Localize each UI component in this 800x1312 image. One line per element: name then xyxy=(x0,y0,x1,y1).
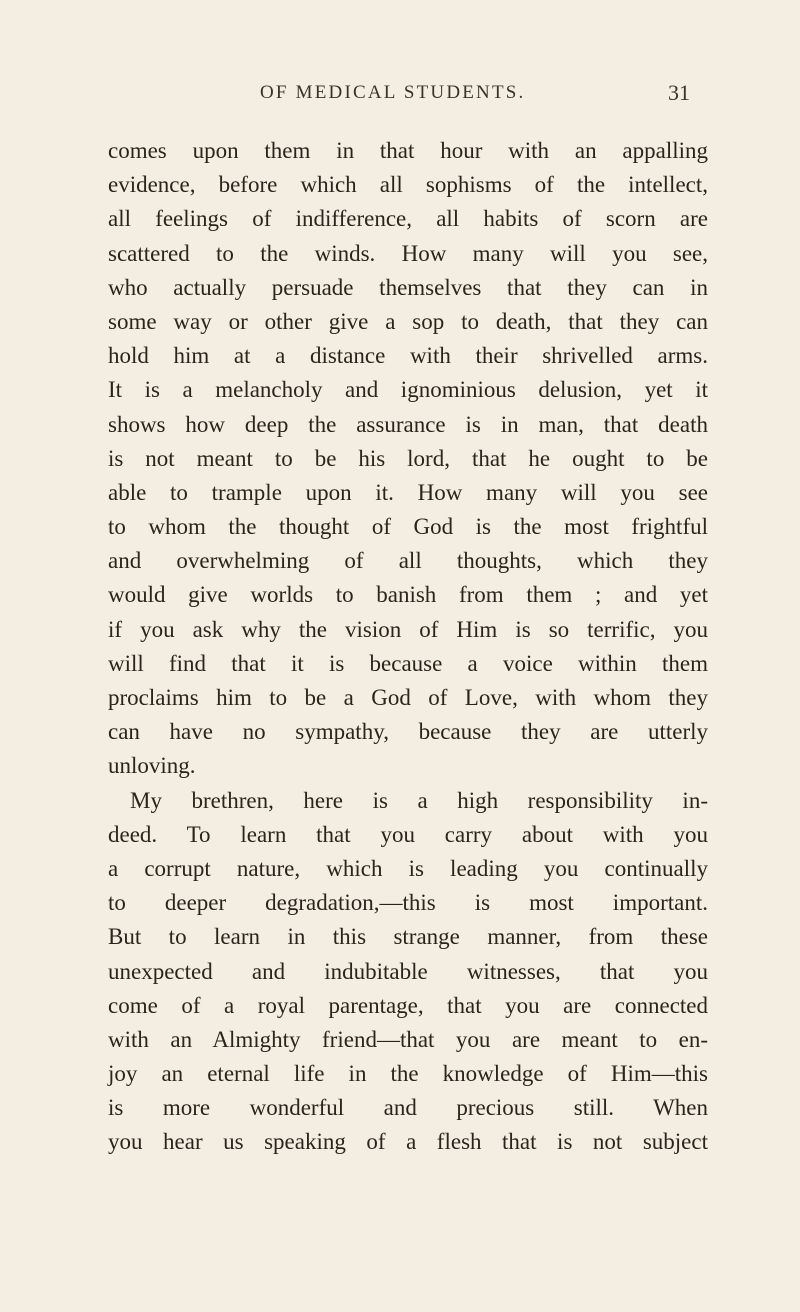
text-line: a corrupt nature, which is leading you continually xyxy=(108,855,708,881)
text-line: would give worlds to banish from them ; and yet xyxy=(108,582,708,608)
text-line: and overwhelming of all thoughts, which they xyxy=(108,548,708,574)
text-line: scattered to the winds. How many will you see, xyxy=(108,240,708,266)
text-line: proclaims him to be a God of Love, with whom they xyxy=(108,685,708,710)
text-line: come of a royal parentage, that you are connected xyxy=(108,992,708,1018)
running-head: OF MEDICAL STUDENTS. xyxy=(260,82,526,103)
text-line: It is a melancholy and ignominious delusion, yet it xyxy=(108,377,708,403)
text-line: joy an eternal life in the knowledge of Him—this xyxy=(108,1061,708,1087)
text-line: you hear us speaking of a flesh that is not subject xyxy=(108,1129,708,1155)
body-text xyxy=(108,134,708,1160)
text-line: My brethren, here is a high responsibility in- xyxy=(130,787,708,813)
text-line: comes upon them in that hour with an appalling xyxy=(108,138,708,163)
text-line: shows how deep the assurance is in man, that death xyxy=(108,411,708,437)
text-line: to deeper degradation,—this is most important. xyxy=(108,890,708,916)
text-line: able to trample upon it. How many will you see xyxy=(108,479,708,505)
text-line: unexpected and indubitable witnesses, that you xyxy=(108,958,708,984)
text-line: who actually persuade themselves that they can in xyxy=(108,274,708,300)
page-number: 31 xyxy=(668,80,690,105)
text-line: all feelings of indifference, all habits of scorn are xyxy=(108,206,708,232)
text-line: unloving. xyxy=(108,753,196,779)
text-line: to whom the thought of God is the most frightful xyxy=(108,514,708,540)
text-line: deed. To learn that you carry about with you xyxy=(108,821,708,847)
page-header xyxy=(108,82,708,112)
text-line: can have no sympathy, because they are utterly xyxy=(108,719,708,745)
text-line: But to learn in this strange manner, from these xyxy=(108,924,708,950)
text-line: is not meant to be his lord, that he ought to be xyxy=(108,445,708,471)
text-line: is more wonderful and precious still. When xyxy=(108,1095,708,1121)
text-line: with an Almighty friend—that you are meant to en- xyxy=(108,1026,708,1052)
text-line: some way or other give a sop to death, that they can xyxy=(108,308,708,334)
text-line: if you ask why the vision of Him is so terrific, you xyxy=(108,616,708,642)
text-line: evidence, before which all sophisms of the intellect, xyxy=(108,172,708,198)
text-line: will find that it is because a voice within them xyxy=(108,650,708,676)
text-line: hold him at a distance with their shrivelled arms. xyxy=(108,343,708,369)
